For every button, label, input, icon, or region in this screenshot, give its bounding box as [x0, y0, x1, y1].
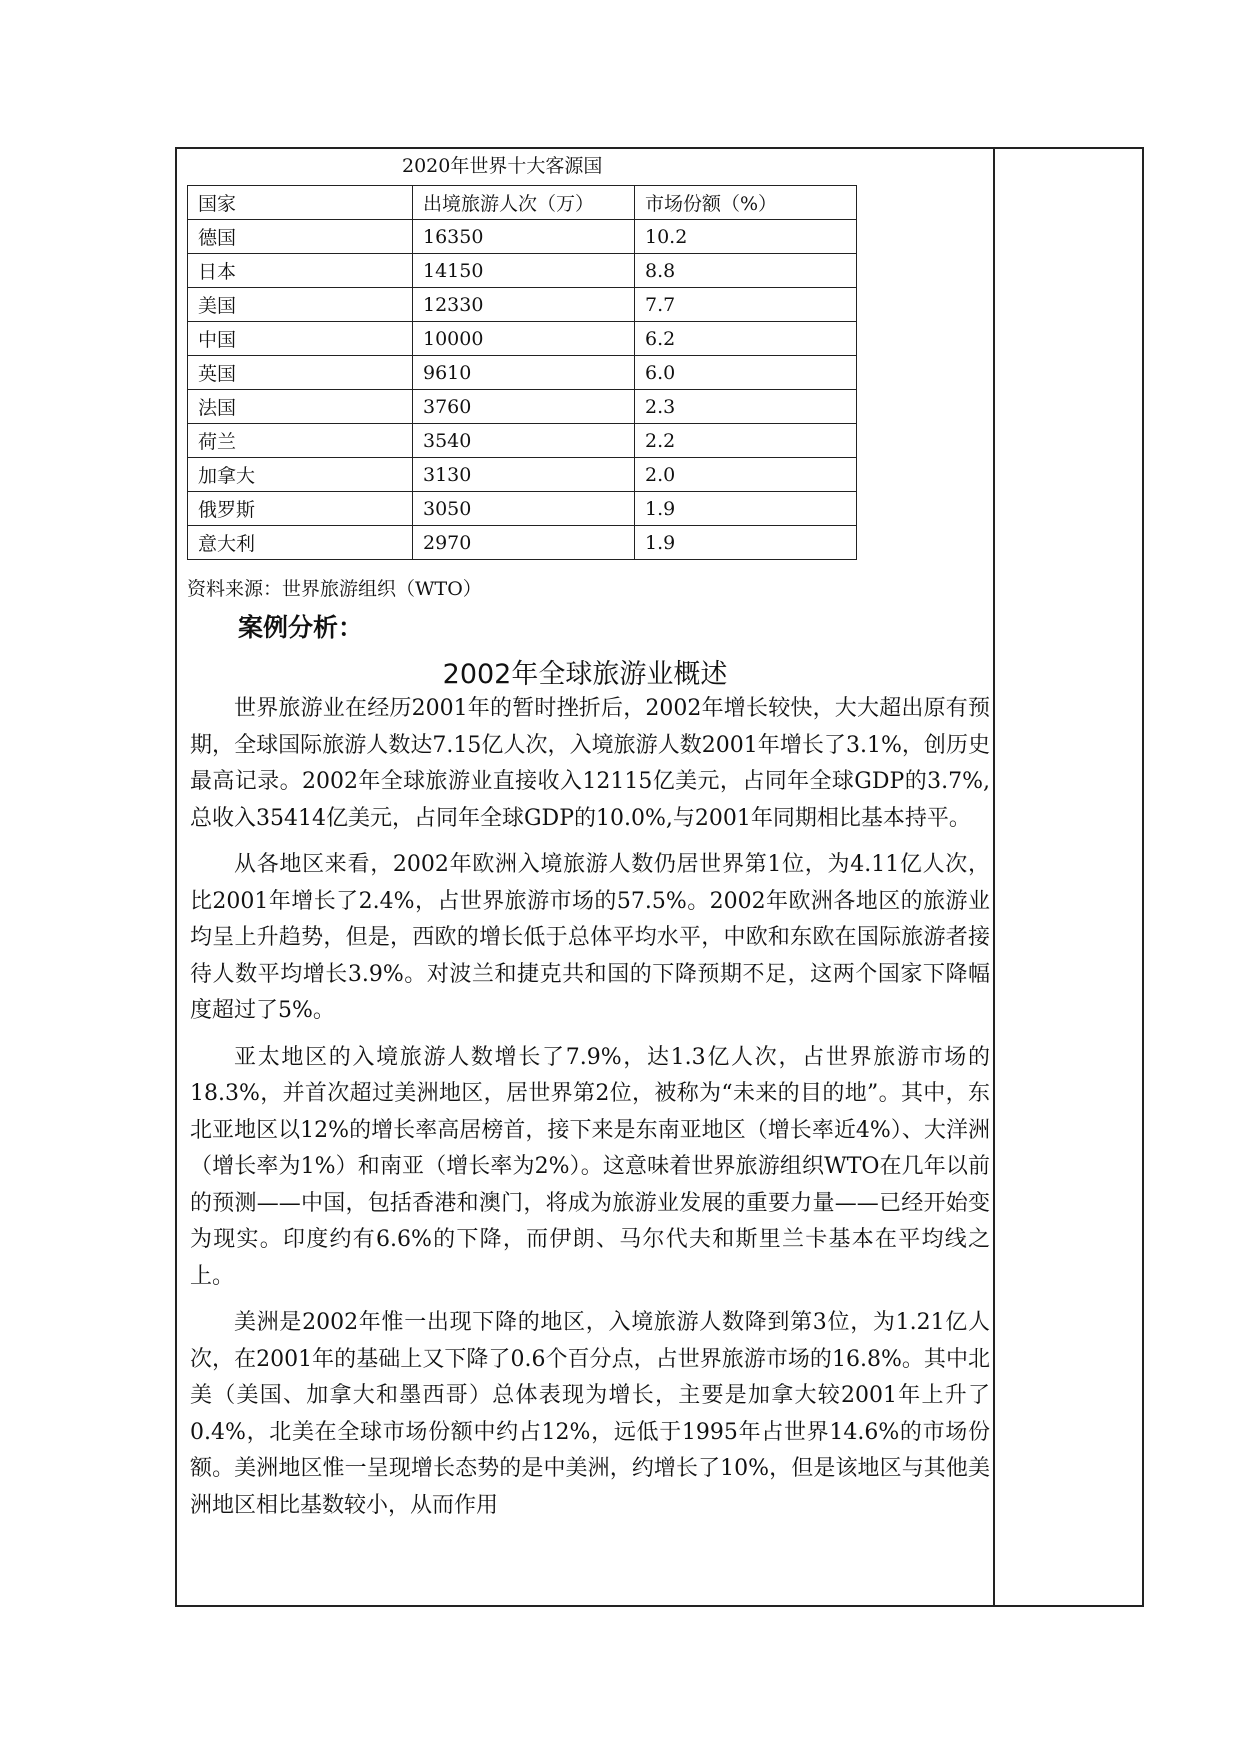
table-row — [188, 526, 857, 560]
header-country: 国家 — [188, 186, 413, 220]
cell-country: 日本 — [188, 254, 413, 288]
cell-share: 2.2 — [635, 424, 857, 458]
header-market-share: 市场份额（%） — [635, 186, 857, 220]
article-title: 2002年全球旅游业概述 — [442, 659, 728, 690]
cell-country: 俄罗斯 — [188, 492, 413, 526]
header-outbound-trips: 出境旅游人次（万） — [413, 186, 635, 220]
article-paragraph: 美洲是2002年惟一出现下降的地区，入境旅游人数降到第3位，为1.21亿人次，在2001年的基础上又下降了0.6个百分点，占世界旅游市场的16.8%。其中北美（美国、加拿大和墨西哥）总体表现为增长，主要是加拿大较2001年上升了0.4%，北美在全球市场份额中约占12%，远低于1995年占世界14.6%的市场份额。美洲地区惟一呈现增长态势的是中美洲，约增长了10%，但是该地区与其他美洲地区相比基数较小，从而作用 — [190, 1310, 990, 1518]
frame-column-divider — [993, 147, 995, 1607]
cell-country: 意大利 — [188, 526, 413, 560]
table-row — [188, 390, 857, 424]
table-title: 2020年世界十大客源国 — [402, 155, 603, 177]
cell-country: 加拿大 — [188, 458, 413, 492]
table-row — [188, 288, 857, 322]
table-row — [188, 492, 857, 526]
case-analysis-heading: 案例分析： — [238, 613, 364, 642]
table-row — [188, 458, 857, 492]
cell-country: 英国 — [188, 356, 413, 390]
table-row — [188, 254, 857, 288]
cell-share: 8.8 — [635, 254, 857, 288]
cell-trips: 3050 — [413, 492, 635, 526]
source-countries-table — [187, 185, 857, 560]
table-row — [188, 220, 857, 254]
article-body — [190, 691, 990, 1534]
cell-share: 1.9 — [635, 492, 857, 526]
article-paragraph: 世界旅游业在经历2001年的暂时挫折后，2002年增长较快，大大超出原有预期，全球国际旅游人数达7.15亿人次，入境旅游人数2001年增长了3.1%，创历史最高记录。2002年全球旅游业直接收入12115亿美元，占同年全球GDP的3.7%,总收入35414亿美元，占同年全球GDP的10.0%,与2001年同期相比基本持平。 — [190, 696, 990, 831]
cell-country: 德国 — [188, 220, 413, 254]
cell-trips: 9610 — [413, 356, 635, 390]
cell-share: 7.7 — [635, 288, 857, 322]
table-row — [188, 356, 857, 390]
table-row — [188, 424, 857, 458]
cell-share: 2.3 — [635, 390, 857, 424]
article-paragraph: 从各地区来看，2002年欧洲入境旅游人数仍居世界第1位，为4.11亿人次，比2001年增长了2.4%，占世界旅游市场的57.5%。2002年欧洲各地区的旅游业均呈上升趋势，但是，西欧的增长低于总体平均水平，中欧和东欧在国际旅游者接待人数平均增长3.9%。对波兰和捷克共和国的下降预期不足，这两个国家下降幅度超过了5%。 — [190, 852, 990, 1023]
cell-trips: 3760 — [413, 390, 635, 424]
cell-trips: 3130 — [413, 458, 635, 492]
cell-trips: 10000 — [413, 322, 635, 356]
cell-share: 1.9 — [635, 526, 857, 560]
cell-country: 美国 — [188, 288, 413, 322]
cell-share: 6.0 — [635, 356, 857, 390]
table-row — [188, 322, 857, 356]
article-paragraph: 亚太地区的入境旅游人数增长了7.9%，达1.3亿人次，占世界旅游市场的18.3%，并首次超过美洲地区，居世界第2位，被称为“未来的目的地”。其中，东北亚地区以12%的增长率高居榜首，接下来是东南亚地区（增长率近4%）、大洋洲（增长率为1%）和南亚（增长率为2%）。这意味着世界旅游组织WTO在几年以前的预测——中国，包括香港和澳门，将成为旅游业发展的重要力量——已经开始变为现实。印度约有6.6%的下降，而伊朗、马尔代夫和斯里兰卡基本在平均线之上。 — [190, 1044, 990, 1289]
cell-trips: 12330 — [413, 288, 635, 322]
cell-country: 法国 — [188, 390, 413, 424]
cell-country: 荷兰 — [188, 424, 413, 458]
cell-share: 10.2 — [635, 220, 857, 254]
cell-trips: 3540 — [413, 424, 635, 458]
table-header-row — [188, 186, 857, 220]
cell-country: 中国 — [188, 322, 413, 356]
cell-trips: 16350 — [413, 220, 635, 254]
cell-trips: 2970 — [413, 526, 635, 560]
table-source-note: 资料来源：世界旅游组织（WTO） — [187, 578, 482, 600]
cell-share: 6.2 — [635, 322, 857, 356]
cell-trips: 14150 — [413, 254, 635, 288]
cell-share: 2.0 — [635, 458, 857, 492]
